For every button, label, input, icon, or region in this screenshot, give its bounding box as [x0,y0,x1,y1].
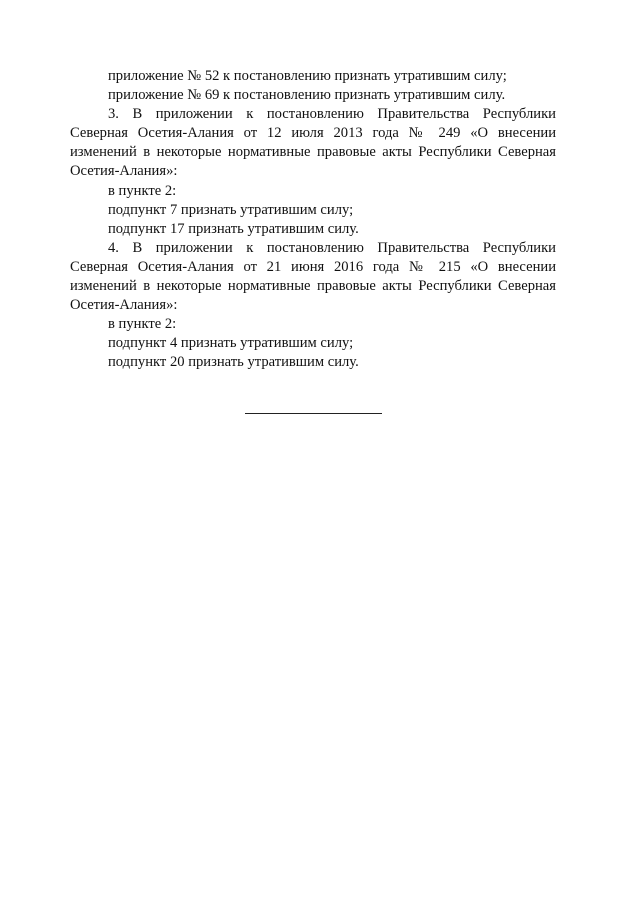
paragraph-item-4-point-2: в пункте 2: [108,316,177,333]
paragraph-item-3-subpoint-7: подпункт 7 признать утратившим силу; [108,201,354,218]
paragraph-appendix-52: приложение № 52 к постановлению признать утратившим силу; [108,68,507,84]
paragraph-item-3: 3. В приложении к постановлению Правительства Республики Северная Осетия-Алания от 12 июля 2013 года № 249 «О внесении изменений в некоторые нормативные правовые акты Республики Северная Осетия-Алания»: [70,106,556,180]
paragraph-item-3-point-2: в пункте 2: [108,182,177,199]
paragraph-appendix-69: приложение № 69 к постановлению признать утратившим силу. [108,87,506,104]
paragraph-item-4-subpoint-20: подпункт 20 признать утратившим силу. [108,354,359,371]
paragraph-item-3-subpoint-17: подпункт 17 признать утратившим силу. [108,220,359,237]
paragraph-item-4: 4. В приложении к постановлению Правительства Республики Северная Осетия-Алания от 21 июня 2016 года № 215 «О внесении изменений в некоторые нормативные правовые акты Республики Северная Осетия-Алания»: [70,239,556,314]
closing-divider-line [245,413,382,414]
divider-gap [323,414,331,415]
paragraph-item-4-subpoint-4: подпункт 4 признать утратившим силу; [108,335,354,352]
document-body [70,67,556,373]
